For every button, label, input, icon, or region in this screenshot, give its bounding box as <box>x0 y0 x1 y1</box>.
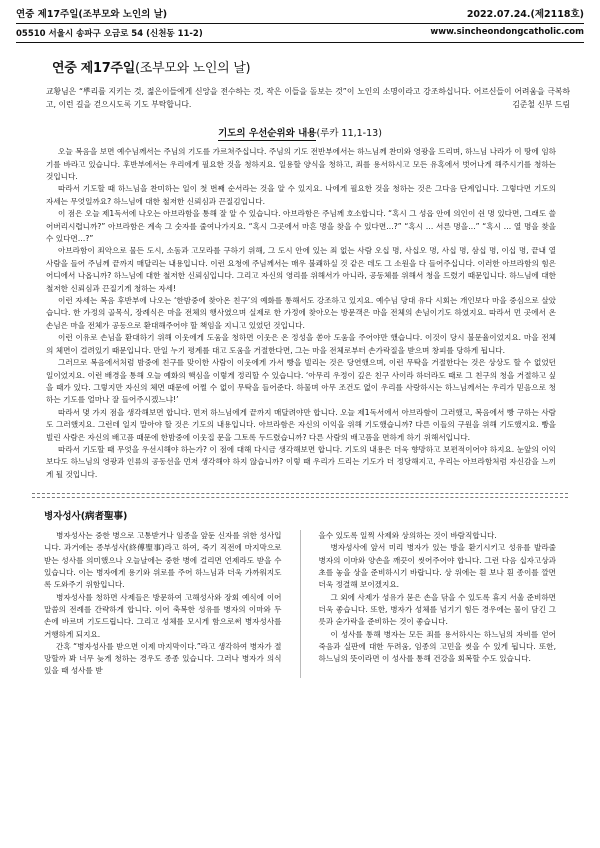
section2-paragraph: 병자성사를 청하면 사제들은 방문하여 고해성사와 장회 예식에 이어 말씀의 전례를 간략하게 합니다. 이어 축복한 성유를 병자의 이마와 두 손에 바르며 기도드립니다. 그리고 성체를 모시게 함으로써 병자성사를 거행하게 되지요. <box>44 592 282 639</box>
intro-message <box>46 86 570 111</box>
section2-paragraph: 병자성사는 중한 병으로 고통받거나 임종을 앞둔 신자를 위한 성사입니다. 과거에는 종부성사(終傅聖事)라고 하여, 죽기 직전에 마지막으로 받는 성사를 의미했으나 오늘날에는 중한 병에 걸리면 언제라도 받을 수 있습니다. 이는 병자에게 용기와 위로를 주어 하느님과 더욱 가까워지도록 도와주기 위함입니다. <box>44 531 282 590</box>
section1-body <box>46 146 556 481</box>
section2-columns <box>44 530 556 678</box>
section2-paragraph: 간혹 “병자성사를 받으면 이제 마지막이다.”라고 생각하여 병자가 절망할까 봐 너무 늦게 청하는 경우도 종종 있습니다. 그러나 병자가 의식있을 때 성사를 받 <box>44 641 282 676</box>
section1-paragraph: 따라서 몇 가지 점을 생각해보면 합니다. 먼저 하느님에게 끝까지 매달려야만 합니다. 오늘 제1독서에서 아브라함이 그러했고, 복음에서 빵 구하는 사람도 그러했지요. 그런데 일지 말아야 할 것은 기도의 내용입니다. 아브라함은 자신의 이익을 위해 기도했습니까? 다른 이들의 구원을 위해 기도했지요. 빵을 빌린 사람은 자신의 배고픔 때문에 한밤중에 이웃집 문을 그토록 두드렸습니까? 다른 사람의 배고픔을 면하게 하기 위해서입니다. <box>46 407 556 442</box>
intro-text: 교황님은 “뿌리를 지키는 것, 젊은이들에게 신앙을 전수하는 것, 작은 이들을 돌보는 것”이 노인의 소명이라고 강조하십니다. 어르신들이 어려움을 극복하고, 이런 길을 걷으시도록 기도 부탁합니다. <box>46 87 570 109</box>
header-issue-date: 2022.07.24.(제2118호) <box>466 9 584 20</box>
column-separator <box>300 530 301 678</box>
section1-paragraph: 그러므로 복음에서처럼 밤중에 친구를 맞이한 사람이 이웃에게 가서 빵을 빌리는 것은 당연했으며, 이런 무탁을 거절한다는 것은 상상도 할 수 없었던 일이었지요. 이런 배경을 통해 오늘 예화의 핵심을 이렇게 정리할 수 있습니다. ‘아무리 우정이 깊은 친구 사이라 하더라도 때로 그 친구의 청을 거절하고 싶을 때가 있다. 그렇지만 자신의 체면 때문에 어쩔 수 없이 무탁을 들어준다. 하물며 아무 조건도 없이 우리를 사랑하시는 하느님께서는 우리가 믿음으로 청하는 기도를 얼마나 잘 들어주시겠느냐!’ <box>46 358 556 405</box>
section2-right-column <box>319 530 557 678</box>
section2-left-column <box>44 530 282 678</box>
bulletin-header <box>16 0 584 20</box>
section2-paragraph: 병자성사에 앞서 미리 병자가 있는 방을 환기시키고 성유를 발라줄 병자의 이마와 양손을 깨끗이 씻어주어야 합니다. 그런 다음 십자고상과 초를 놓을 상을 준비하시기 바랍니다. 상 위에는 흰 보나 흰 종이를 깔면 더욱 정결해 보이겠지요. <box>318 543 556 590</box>
section2-paragraph: 이 성사를 통해 병자는 모든 죄를 용서하시는 하느님의 자비를 얻어 죽음과 실판에 대한 두려움, 임종의 고민을 씻을 수 있게 됩니다. 또한, 하느님의 뜻이라면 이 성사를 통해 건강을 회복할 수도 있습니다. <box>318 629 556 664</box>
parish-address: 05510 서울시 송파구 오금로 54 (신천동 11-2) <box>16 29 203 39</box>
parish-website: www.sincheondongcatholic.com <box>430 27 584 37</box>
intro-author: 김준철 신부 드림 <box>512 99 570 109</box>
section1-paragraph: 이런 자세는 복음 후반부에 나오는 ‘한밤중에 찾아온 친구’의 예화를 통해서도 강조하고 있지요. 예수님 당대 유다 시회는 개인보다 마을 중심으로 살았습니다. 한 가정의 골목식, 장례식은 마을 전체의 행사였으며 실제로 한 가정에 찾아오는 방문객은 마을 전체의 손님이기도 하였지요. 따라서 먼 곳에서 온 손님은 마을 전체가 공동으로 환대해주어야 할 책임을 지니고 있었던 것입니다. <box>46 296 556 330</box>
section-divider <box>32 493 568 498</box>
section1-paragraph: 오늘 복음을 보면 예수님께서는 주님의 기도를 가르쳐주십니다. 주님의 기도 전반부에서는 하느님께 찬미와 영광을 드리며, 하느님 나라가 이 땅에 임하기를 바라고 있습니다. 후반부에서는 우리에게 필요한 것을 청하지요. 일용할 양식을 청하고, 죄를 용서하시고 모든 유혹에서 벗어나게 해주시기를 청하는 것입니다. <box>46 147 556 181</box>
title-paren: (조부모와 노인의 날) <box>135 61 251 76</box>
subline-rule <box>16 42 584 43</box>
section1-paragraph: 따라서 기도할 때 하느님을 찬미하는 일이 첫 번째 순서라는 것을 알 수 있지요. 나에게 필요한 것을 청하는 것은 그다음 단계입니다. 그렇다면 기도의 자세는 무엇일까요? 하느님에 대한 철저한 신뢰심과 끈질김입니다. <box>46 184 556 206</box>
header-title: 연중 제17주일(조부모와 노인의 날) <box>16 9 168 20</box>
section1-heading <box>16 125 584 139</box>
section2-heading: 병자성사(病者聖事) <box>44 511 128 523</box>
section1-paragraph: 이런 이유로 손님을 환대하기 위해 이웃에게 도움을 청하면 이웃은 온 정성을 쏟아 도움을 주어야만 했습니다. 이것이 당시 불문율이었지요. 마을 전체의 체면이 걸려있기 때문입니다. 만일 누기 평계를 대고 도움을 거절한다면, 그는 마을 전체로부터 손가락질을 받으며 창피를 당하게 됩니다. <box>46 333 556 355</box>
header-subline <box>16 24 584 42</box>
title-main: 연중 제17주일 <box>52 61 136 76</box>
section1-paragraph: 아브라함이 죄악으로 물든 도시, 소돔과 고모라를 구하기 위해, 그 도시 안에 있는 죄 없는 사람 오십 명, 사십오 명, 사십 명, 삼십 명, 이십 명, 끝내 열 사람을 들어 주님께 끝까지 매달리는 내용입니다. 이런 요청에 주님께서는 매우 불쾌하실 것 같은 데도 그 소원을 다 들어주십니다. 이러한 아브라함의 힘은 어디에서 나옵니까? 하느님에 대한 철저한 신뢰심입니다. 그리고 자신의 영리를 위해서가 아니라, 공동체를 위해서 청을 드렸기 때문입니다. 하느님에 대한 철저한 신뢰심과 끈질기게 청하는 자세! <box>46 246 556 293</box>
section2-paragraph: 그 외에 사제가 성유가 묻은 손을 닦을 수 있도록 휴지 서울 준비하면 더욱 좋습니다. 또한, 병자가 성체를 넘기기 힘든 경우에는 물이 담긴 그릇과 숟가락을 준비하는 것이 좋습니다. <box>318 592 556 627</box>
section1-paragraph: 이 점은 오늘 제1독서에 나오는 아브라함을 통해 잘 알 수 있습니다. 아브라함은 주님께 호소합니다. “혹시 그 성읍 안에 의인이 쉰 명 있다면, 그래도 쓸어버리시렵니까?” 아브라함은 계속 그 숫자를 줄여나가지요. “혹시 그곳에서 마흔 명을 찾을 수 있다면…?” “혹시 … 서른 명을…” “혹시 … 열 명을 찾을 수 있다면…?” <box>46 209 556 244</box>
section1-heading-text: 기도의 우선순위와 내용 <box>218 128 317 140</box>
section2-paragraph: 을수 있도록 일찍 사제와 상의하는 것이 바람직합니다. <box>318 531 497 541</box>
page-title <box>52 57 584 76</box>
section1-paragraph: 따라서 기도할 때 무엇을 우선시해야 하는가? 이 점에 대해 다시금 생각해보면 합니다. 기도의 내용은 더욱 향망하고 보편적이어야 하지요. 눈앞의 이익보다도 하느님의 영광과 인류의 공동선을 먼저 생각해야 하지 않습니까? 이렇 때 우리가 드리는 기도가 더 정당해지고, 우리는 아브라함처럼 자신감을 느끼게 될 것입니다. <box>46 444 556 479</box>
section1-ref: (루카 11,1-13) <box>316 128 382 140</box>
